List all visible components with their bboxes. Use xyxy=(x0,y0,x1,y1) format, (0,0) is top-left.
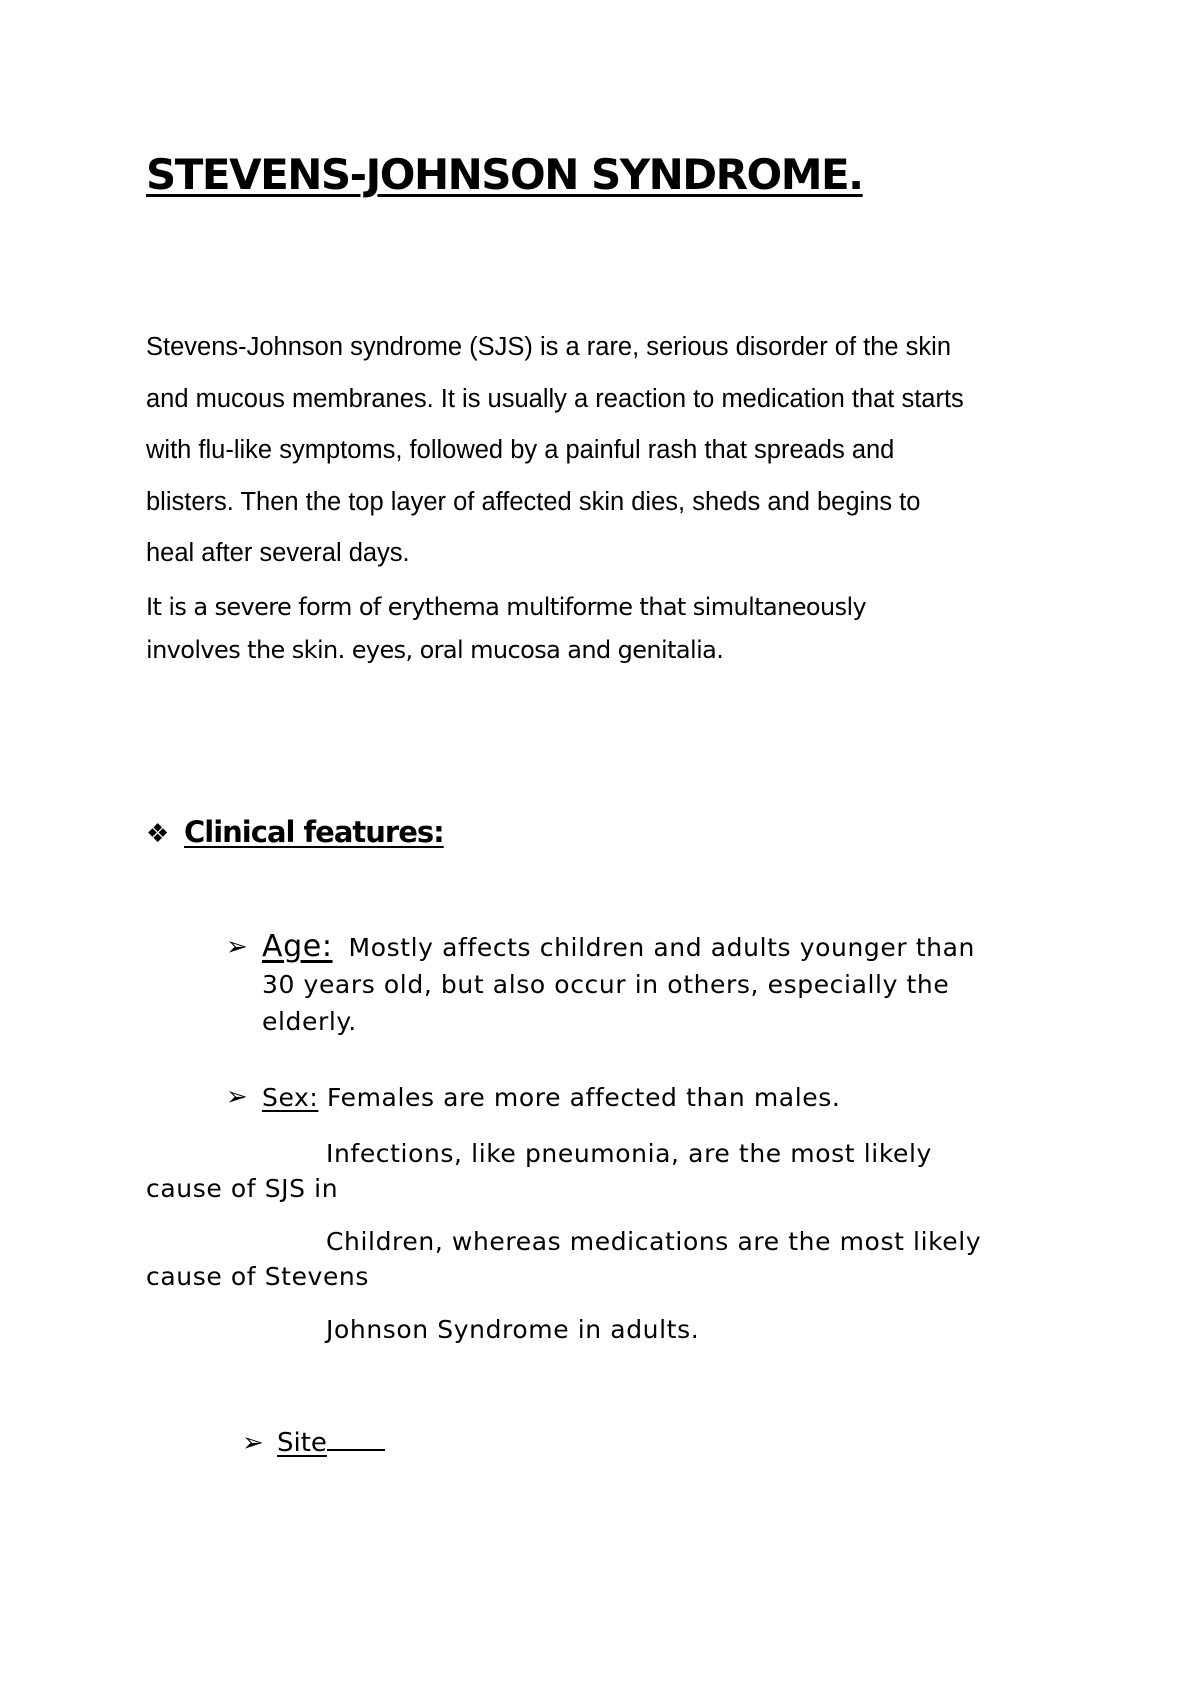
definition-line: It is a severe form of erythema multiforme that simultaneously xyxy=(146,593,867,621)
arrow-bullet-icon: ➢ xyxy=(242,1428,264,1458)
definition-line: involves the skin. eyes, oral mucosa and genitalia. xyxy=(146,636,724,664)
cause-line: Children, whereas medications are the most likely xyxy=(326,1227,982,1256)
intro-line: with flu-like symptoms, followed by a painful rash that spreads and xyxy=(146,436,895,464)
age-item xyxy=(262,928,975,1040)
clinical-features-heading xyxy=(146,815,444,849)
site-label: Site xyxy=(277,1428,327,1458)
definition-paragraph xyxy=(146,586,866,672)
intro-line: blisters. Then the top layer of affected skin dies, sheds and begins to xyxy=(146,487,921,516)
document-title: STEVENS-JOHNSON SYNDROME. xyxy=(146,150,863,199)
cause-paragraph xyxy=(146,1136,932,1206)
cause-line: cause of SJS in xyxy=(146,1174,339,1203)
site-blank-line xyxy=(327,1448,385,1451)
age-text-line: Mostly affects children and adults younger than xyxy=(348,933,975,962)
age-text-line: 30 years old, but also occur in others, especially the xyxy=(262,970,950,999)
age-label: Age: xyxy=(262,929,333,964)
intro-line: Stevens-Johnson syndrome (SJS) is a rare, serious disorder of the skin xyxy=(146,333,952,361)
intro-line: and mucous membranes. It is usually a reaction to medication that starts xyxy=(146,384,964,413)
cause-paragraph xyxy=(146,1224,981,1294)
arrow-bullet-icon: ➢ xyxy=(226,1082,248,1112)
site-item xyxy=(277,1428,385,1458)
arrow-bullet-icon: ➢ xyxy=(226,932,248,962)
sex-item xyxy=(262,1083,840,1112)
sex-text: Females are more affected than males. xyxy=(318,1083,841,1112)
intro-line: heal after several days. xyxy=(146,539,410,567)
sex-label: Sex: xyxy=(262,1083,319,1112)
diamond-bullet-icon: ❖ xyxy=(146,819,169,849)
section-heading-label: Clinical features: xyxy=(184,815,444,849)
cause-line: cause of Stevens xyxy=(146,1262,370,1291)
cause-paragraph xyxy=(146,1312,699,1347)
intro-paragraph xyxy=(146,322,1076,580)
age-text-line: elderly. xyxy=(262,1007,357,1036)
cause-line: Infections, like pneumonia, are the most likely xyxy=(326,1139,932,1168)
cause-line: Johnson Syndrome in adults. xyxy=(326,1315,700,1344)
